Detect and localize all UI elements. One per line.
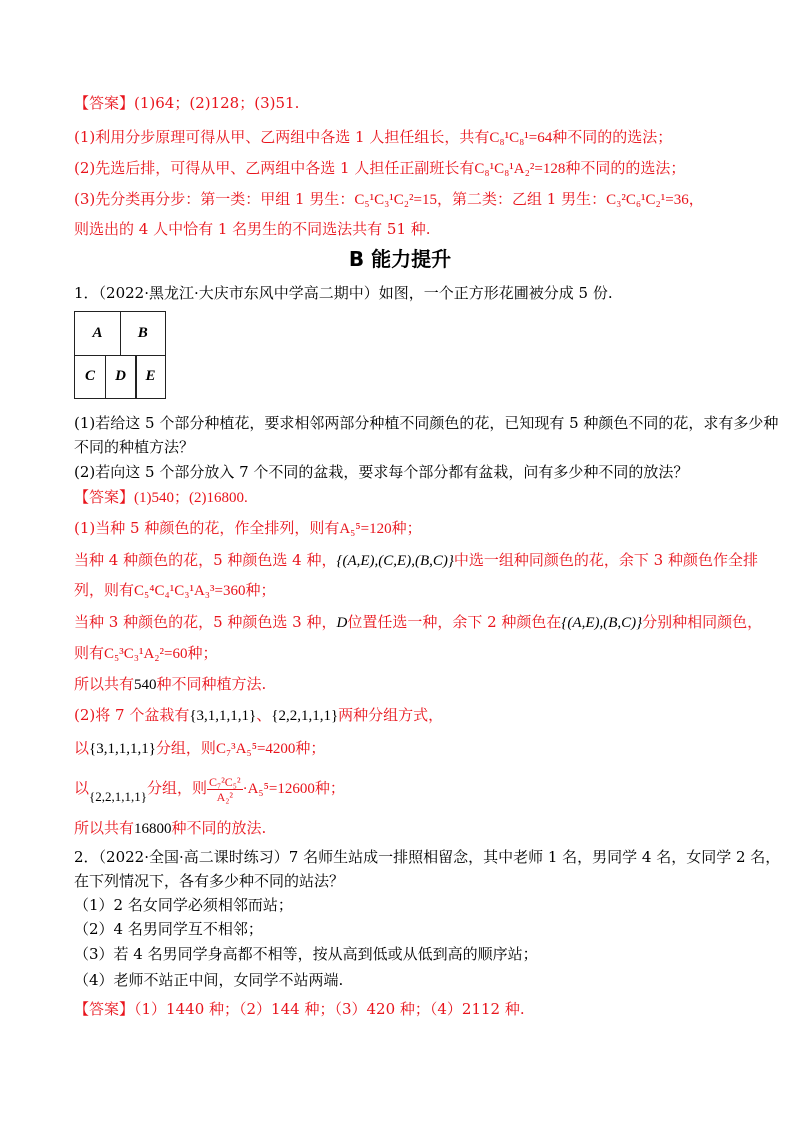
region-set: {(A,E),(C,E),(B,C)}: [336, 553, 454, 569]
solution-line: [74, 219, 431, 239]
solution-text: 则选出的 4 人中恰有 1 名男生的不同选法共有 51 种.: [74, 220, 431, 238]
sub-question: (1)若给这 5 个部分种植花，要求相邻两部分种植不同颜色的花，已知现有 5 种颜色不同的花，求有多少种: [74, 414, 779, 432]
region-set: {(A,E),(B,C)}: [561, 615, 643, 631]
formula: A₅⁵=120: [339, 521, 392, 537]
answer-tag: 【答案】: [74, 94, 135, 112]
solution-text: 种不同的放法.: [171, 819, 267, 837]
answer-tag: 【答案】: [74, 1000, 135, 1018]
solution-text: 种不同种植方法.: [156, 675, 267, 693]
solution-line: [74, 612, 762, 633]
formula: C₈¹C₈¹A₂²=128: [474, 161, 566, 177]
solution-text: 以: [74, 739, 90, 757]
question-stem: 2．（2022·全国·高二课时练习）7 名师生站成一排照相留念，其中老师 1 名，男同学 4 名，女同学 2 名，: [74, 848, 781, 866]
solution-text: 、: [256, 706, 272, 724]
fraction-formula: [207, 775, 243, 804]
solution-text: 种；: [391, 519, 422, 537]
solution-text: 种；: [314, 779, 345, 797]
formula: ·A₅⁵=12600: [242, 781, 315, 797]
region-e: E: [135, 355, 166, 400]
position-var: D: [336, 615, 348, 631]
answer-text: （1）1440 种；（2）144 种；（3）420 种；（4）2112 种.: [134, 1000, 525, 1018]
solution-text: 分组，则: [147, 779, 208, 797]
solution-text: 以: [74, 779, 90, 797]
number: 16800: [134, 821, 172, 837]
sub-question: （1）2 名女同学必须相邻而站；: [74, 896, 293, 914]
sub-question: （4）老师不站正中间，女同学不站两端.: [74, 971, 344, 989]
solution-text: 种；: [245, 581, 276, 599]
solution-text: (1)利用分步原理可得从甲、乙两组中各选 1 人担任组长，共有: [74, 128, 490, 146]
fraction-denominator: A₂²: [216, 789, 234, 804]
formula: C₅³C₃¹A₂²=60: [104, 646, 188, 662]
sub-question: （3）若 4 名男同学身高都不相等，按从高到低或从低到高的顺序站；: [74, 945, 538, 963]
solution-line: [74, 550, 758, 571]
group-set: {3,1,1,1,1}: [189, 708, 257, 724]
region-d: D: [105, 355, 137, 400]
solution-text: ，: [688, 190, 704, 208]
question-stem: 在下列情况下，各有多少种不同的站法？: [74, 872, 345, 890]
solution-line: [74, 158, 685, 179]
group-set: {3,1,1,1,1}: [89, 741, 156, 757]
solution-text: 种；: [187, 644, 218, 662]
answer-line: [74, 999, 525, 1019]
number: 540: [134, 677, 157, 693]
sub-question: 不同的种植方法？: [74, 438, 195, 456]
solution-text: (1)当种 5 种颜色的花，作全排列，则有: [74, 519, 340, 537]
sub-question: （2）4 名男同学互不相邻；: [74, 920, 263, 938]
formula: C₇³A₅⁵=4200: [215, 741, 296, 757]
solution-line: [74, 127, 672, 148]
solution-line: [74, 674, 266, 695]
section-title: B 能力提升: [348, 247, 452, 271]
solution-line: [74, 189, 704, 210]
solution-line: [74, 770, 345, 807]
sub-question: (2)若向这 5 个部分放入 7 个不同的盆栽，要求每个部分都有盆栽，问有多少种不同的放法？: [74, 463, 689, 481]
fraction-numerator: C₇²C₅²: [209, 774, 241, 789]
formula: C₈¹C₈¹=64: [489, 130, 553, 146]
solution-text: 则有: [74, 644, 105, 662]
solution-line: [74, 738, 325, 759]
solution-text: 分组，则: [155, 739, 216, 757]
solution-text: 当种 4 种颜色的花，5 种颜色选 4 种，: [74, 551, 337, 569]
solution-text: 种不同的的选法；: [552, 128, 673, 146]
solution-line: [74, 643, 218, 664]
formula: C₅¹C₃¹C₂²=15: [354, 192, 437, 208]
solution-line: [74, 818, 266, 839]
question-stem: 1．（2022·黑龙江·大庆市东风中学高二期中）如图，一个正方形花圃被分成 5 份.: [74, 284, 613, 302]
solution-text: 列，则有: [74, 581, 135, 599]
answer-line: [74, 487, 248, 508]
group-set: {2,2,1,1,1}: [271, 708, 339, 724]
group-set: {2,2,1,1,1}: [89, 789, 147, 804]
flower-bed-figure: [74, 311, 166, 399]
region-c: C: [74, 355, 106, 400]
solution-text: 位置任选一种，余下 2 种颜色在: [347, 613, 562, 631]
formula: C₅⁴C₄¹C₃¹A₃³=360: [134, 583, 246, 599]
solution-text: (3)先分类再分步：第一类：甲组 1 男生：: [74, 190, 355, 208]
answer-text: (1)540；(2)16800.: [134, 490, 248, 506]
solution-text: (2)先选后排，可得从甲、乙两组中各选 1 人担任正副班长有: [74, 159, 475, 177]
solution-line: [74, 518, 422, 539]
solution-text: 种；: [295, 739, 326, 757]
solution-text: 分别种相同颜色，: [642, 613, 763, 631]
solution-text: 当种 3 种颜色的花，5 种颜色选 3 种，: [74, 613, 337, 631]
region-a: A: [74, 311, 121, 356]
solution-text: ，第二类：乙组 1 男生：: [437, 190, 607, 208]
solution-text: 所以共有: [74, 819, 135, 837]
answer-text: (1)64；(2)128；(3)51.: [134, 94, 300, 112]
formula: C₃²C₆¹C₂¹=36: [606, 192, 689, 208]
answer-tag: 【答案】: [74, 488, 135, 506]
solution-text: 中选一组种同颜色的花，余下 3 种颜色作全排: [453, 551, 758, 569]
solution-text: 两种分组方式，: [338, 706, 444, 724]
solution-line: [74, 580, 275, 601]
solution-text: 所以共有: [74, 675, 135, 693]
solution-text: (2)将 7 个盆栽有: [74, 706, 190, 724]
answer-line-a: [74, 93, 299, 113]
solution-line: [74, 705, 443, 726]
region-b: B: [120, 311, 167, 356]
solution-text: 种不同的的选法；: [565, 159, 686, 177]
